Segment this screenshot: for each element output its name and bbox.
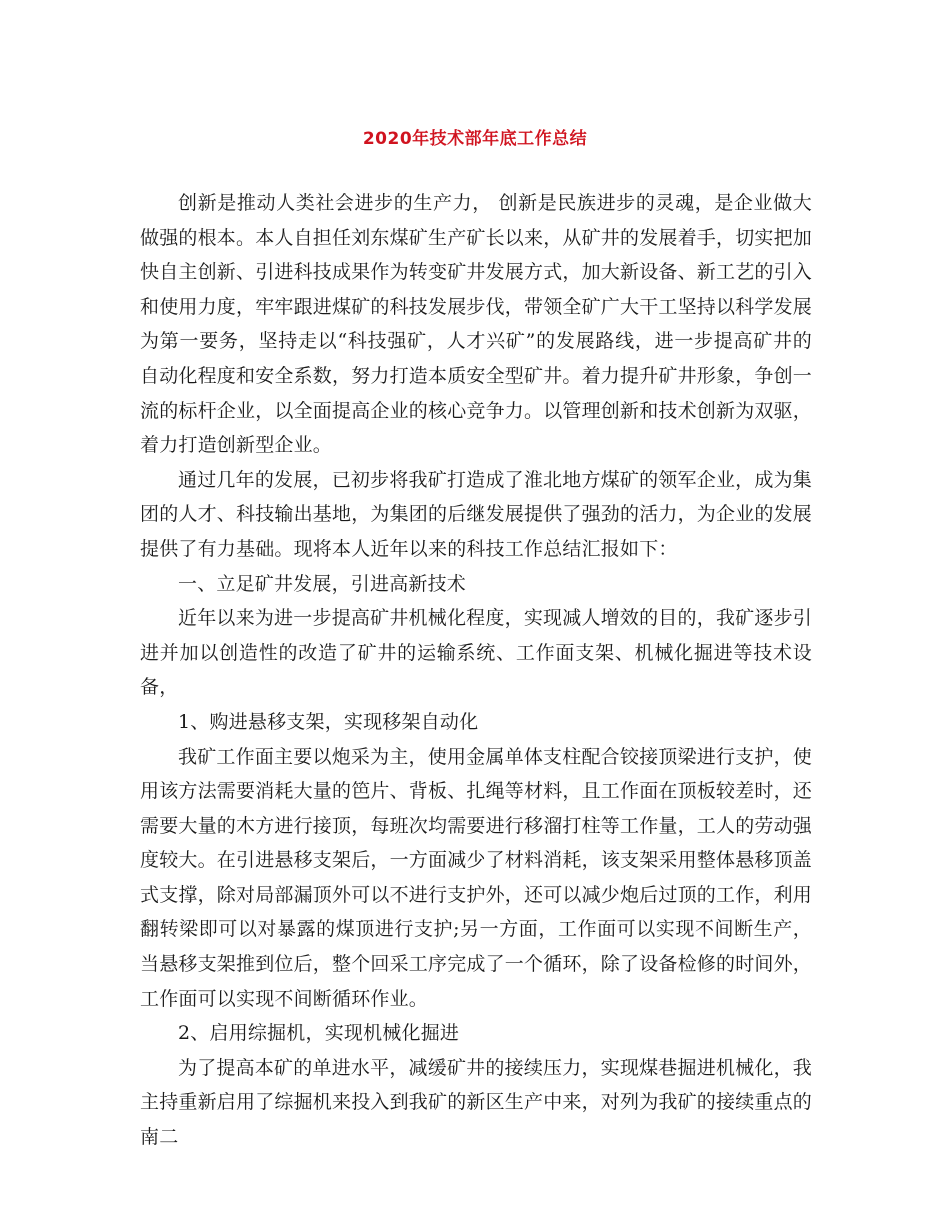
paragraph-intro: 创新是推动人类社会进步的生产力， 创新是民族进步的灵魂，是企业做大做强的根本。本人自担任刘东煤矿生产矿长以来，从矿井的发展着手，切实把加快自主创新、引进科技成果作为转变矿井发展方式，加大新设备、新工艺的引入和使用力度，牢牢跟进煤矿的科技发展步伐，带领全矿广大干工坚持以科学发展为第一要务，坚持走以“科技强矿，人才兴矿”的发展路线，进一步提高矿井的自动化程度和安全系数，努力打造本质安全型矿井。着力提升矿井形象，争创一流的标杆企业，以全面提高企业的核心竞争力。以管理创新和技术创新为双驱，着力打造创新型企业。 xyxy=(140,192,813,457)
subsection-heading-2: 2、启用综掘机，实现机械化掘进 xyxy=(178,1022,460,1045)
document-body xyxy=(140,186,812,1155)
subsection-heading-1: 1、购进悬移支架，实现移架自动化 xyxy=(178,710,479,733)
paragraph-section-1: 近年以来为进一步提高矿井机械化程度，实现减人增效的目的，我矿逐步引进并加以创造性的改造了矿井的运输系统、工作面支架、机械化掘进等技术设备， xyxy=(140,607,812,699)
section-heading-1: 一、立足矿井发展，引进高新技术 xyxy=(178,572,467,595)
document-title: 2020年技术部年底工作总结 xyxy=(362,129,588,149)
paragraph-subsection-2: 为了提高本矿的单进水平，减缓矿井的接续压力，实现煤巷掘进机械化，我主持重新启用了综掘机来投入到我矿的新区生产中来，对列为我矿的接续重点的南二 xyxy=(140,1056,813,1149)
paragraph-subsection-1: 我矿工作面主要以炮采为主，使用金属单体支柱配合铰接顶梁进行支护，使用该方法需要消耗大量的笆片、背板、扎绳等材料，且工作面在顶板较差时，还需要大量的木方进行接顶，每班次均需要进行移溜打柱等工作量，工人的劳动强度较大。在引进悬移支架后，一方面减少了材料消耗，该支架采用整体悬移顶盖式支撑，除对局部漏顶外可以不进行支护外，还可以减少炮后过顶的工作，利用翻转梁即可以对暴露的煤顶进行支护;另一方面，工作面可以实现不间断生产，当悬移支架推到位后，整个回采工序完成了一个循环，除了设备检修的时间外，工作面可以实现不间断循环作业。 xyxy=(140,745,813,1010)
paragraph-overview: 通过几年的发展，已初步将我矿打造成了淮北地方煤矿的领军企业，成为集团的人才、科技输出基地，为集团的后继发展提供了强劲的活力，为企业的发展提供了有力基础。现将本人近年以来的科技工作总结汇报如下： xyxy=(140,468,813,560)
